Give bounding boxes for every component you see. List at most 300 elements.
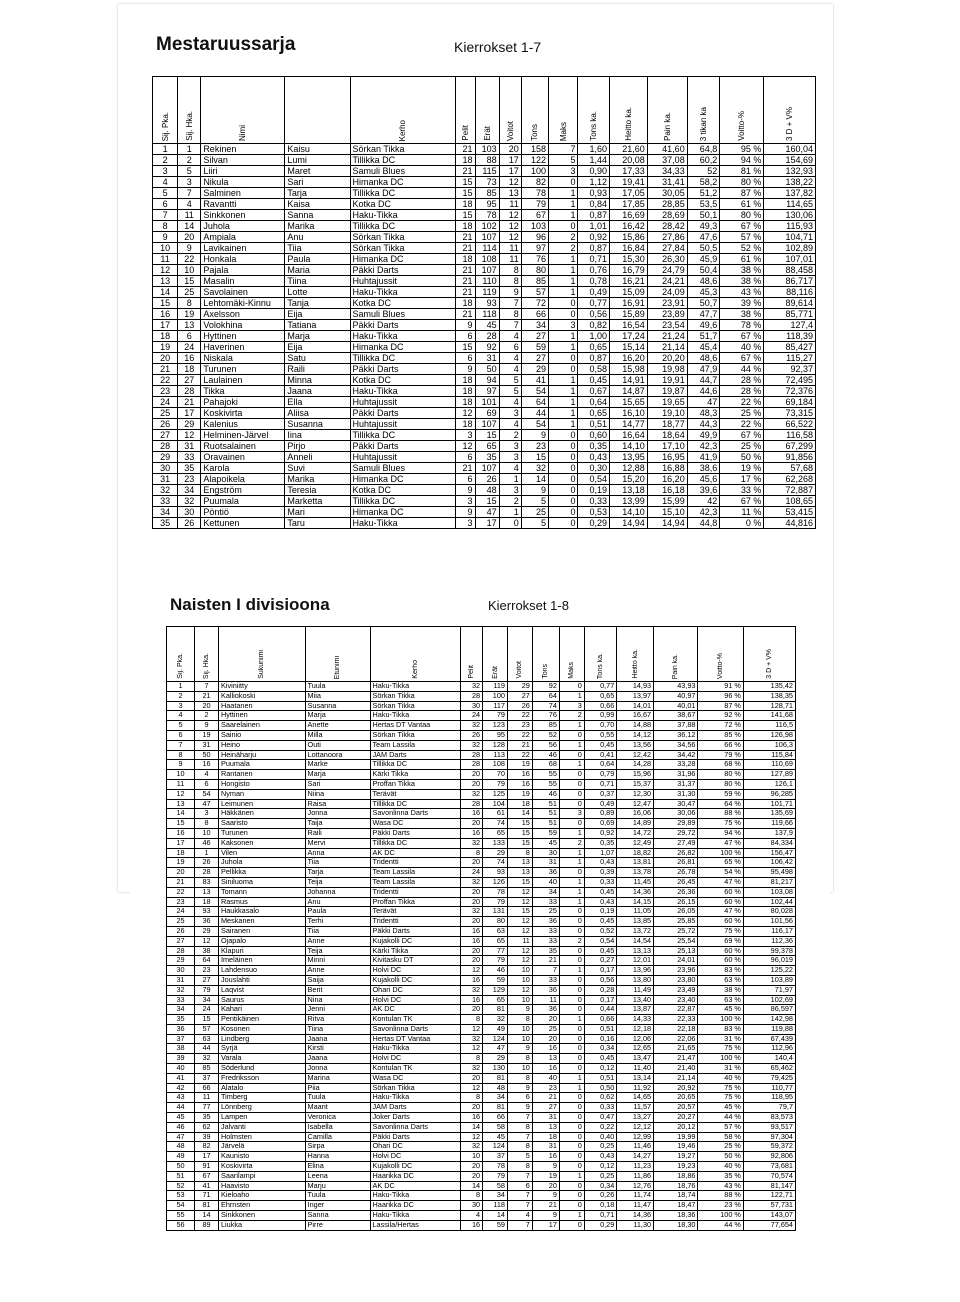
table-cell: 88 % — [698, 1191, 743, 1201]
table-cell: 25,13 — [654, 946, 698, 956]
table-cell: 16,10 — [609, 408, 647, 419]
table-cell: 25 — [153, 408, 178, 419]
table-cell: 7 — [507, 1220, 532, 1230]
table-cell: 39 — [167, 1054, 195, 1064]
table-cell: 0 — [549, 298, 578, 309]
table-cell: 26 — [195, 858, 219, 868]
table-cell: 31,37 — [654, 779, 698, 789]
table-cell: 71 — [195, 1191, 219, 1201]
table-cell: 30,05 — [647, 188, 687, 199]
table-cell: 12 — [178, 430, 201, 441]
table-cell: Tiina — [305, 1024, 370, 1034]
table-cell: 31 — [178, 441, 201, 452]
table-cell: 11 — [195, 1093, 219, 1103]
table-cell: 8 — [507, 1142, 532, 1152]
table-cell: Tillikka DC — [350, 430, 455, 441]
table-cell: 28,69 — [647, 210, 687, 221]
table-cell: 20 — [461, 946, 483, 956]
table-cell: 3 — [195, 809, 219, 819]
table-cell: 30 — [461, 1201, 483, 1211]
table-cell: Kaisa — [285, 199, 350, 210]
table-cell: 0,12 — [584, 1064, 616, 1074]
table-cell: 0 — [559, 1064, 584, 1074]
table-cell: Team Lassila — [370, 868, 461, 878]
table-cell: 0,60 — [578, 430, 610, 441]
table-cell: 59 — [532, 828, 559, 838]
table-cell: 21 — [455, 265, 475, 276]
table-cell: 35 % — [698, 1171, 743, 1181]
table-cell: Lönnberg — [218, 1103, 305, 1113]
table-cell: 0 — [559, 750, 584, 760]
table-cell: 4 — [499, 364, 521, 375]
table-cell: Miia — [305, 691, 370, 701]
table-row — [153, 408, 816, 419]
table-cell: Jonna — [305, 809, 370, 819]
table-cell: 0,67 — [578, 386, 610, 397]
table-row — [167, 711, 796, 721]
table-cell: 46 — [195, 838, 219, 848]
table-cell: 57 % — [698, 1122, 743, 1132]
table-cell: 0 — [559, 995, 584, 1005]
table-cell: 72,495 — [764, 375, 816, 386]
table-cell: 14 — [178, 221, 201, 232]
table-cell: 17 — [153, 320, 178, 331]
table-row — [167, 995, 796, 1005]
table-cell: 35 — [195, 1113, 219, 1123]
table-cell: Laqvist — [218, 985, 305, 995]
table-cell: 0 — [559, 1132, 584, 1142]
table-cell: 16,20 — [609, 353, 647, 364]
table-cell: 26,30 — [647, 254, 687, 265]
table-cell: 17 — [178, 408, 201, 419]
table-row — [153, 166, 816, 177]
table-cell: 14 — [483, 1211, 508, 1221]
table-cell: 46 — [532, 750, 559, 760]
table-row — [167, 799, 796, 809]
table-cell: 8 — [507, 1054, 532, 1064]
table-cell: 137,9 — [743, 828, 795, 838]
table-cell: 60 % — [698, 917, 743, 927]
table-cell: Kontulan TK — [370, 1064, 461, 1074]
table-cell: 122,71 — [743, 1191, 795, 1201]
table-cell: 0 — [549, 507, 578, 518]
table-cell: 92,37 — [764, 364, 816, 375]
table-cell: 14,72 — [617, 828, 654, 838]
table-cell: 0,34 — [584, 1181, 616, 1191]
table-cell: 142,98 — [743, 1015, 795, 1025]
table-cell: 32 — [461, 721, 483, 731]
table-cell: Anu — [285, 232, 350, 243]
table-cell: 40 % — [698, 1162, 743, 1172]
table-cell: Team Lassila — [370, 740, 461, 750]
table-cell: Koskivirta — [218, 1162, 305, 1172]
table-cell: Lumi — [285, 155, 350, 166]
table-cell: 79 — [483, 1171, 508, 1181]
table-cell: Puumala — [218, 760, 305, 770]
table-cell: 0,89 — [584, 809, 616, 819]
table-cell: Kivitasku DT — [370, 956, 461, 966]
table-cell: Savonlinna Darts — [370, 809, 461, 819]
table-row — [153, 397, 816, 408]
table-cell: 7 — [499, 298, 521, 309]
table-cell: 13,80 — [617, 975, 654, 985]
table-cell: 1 — [559, 858, 584, 868]
table-cell: 14,77 — [609, 419, 647, 430]
table-cell: 0 — [549, 496, 578, 507]
table-cell: 75 % — [698, 1044, 743, 1054]
table-cell: 15,99 — [647, 496, 687, 507]
table-cell: 68 — [532, 760, 559, 770]
table-cell: 102,89 — [764, 243, 816, 254]
table-cell: 0,12 — [584, 1162, 616, 1172]
table-cell: 126,98 — [743, 730, 795, 740]
table-cell: 0,82 — [578, 320, 610, 331]
table-cell: 11 — [499, 254, 521, 265]
table-cell: 18 — [455, 298, 475, 309]
table-row — [167, 1201, 796, 1211]
table-cell: 15,96 — [617, 770, 654, 780]
column-header — [178, 77, 201, 144]
table-cell: 160,04 — [764, 144, 816, 155]
table-cell: 2 — [178, 155, 201, 166]
table-row — [167, 1054, 796, 1064]
table-cell: 16,54 — [609, 320, 647, 331]
table-cell: 102,69 — [743, 995, 795, 1005]
table-cell: 12 — [455, 441, 475, 452]
table-cell: 24 — [178, 342, 201, 353]
table-cell: 87 % — [698, 701, 743, 711]
table-cell: 36 — [532, 1005, 559, 1015]
table-cell: Tridentti — [370, 887, 461, 897]
table-cell: 11 — [499, 199, 521, 210]
table-cell: Saarilampi — [218, 1171, 305, 1181]
table-cell: 43,93 — [654, 682, 698, 692]
table-cell: Terhi — [305, 917, 370, 927]
table-cell: Tomann — [218, 887, 305, 897]
table-cell: 13 — [532, 1122, 559, 1132]
table-cell: 25 — [167, 917, 195, 927]
table-cell: Leena — [305, 1171, 370, 1181]
table-cell: 130,06 — [764, 210, 816, 221]
table-cell: Inger — [305, 1201, 370, 1211]
table-cell: Kärki Tikka — [370, 946, 461, 956]
table-cell: 0,41 — [584, 750, 616, 760]
table-cell: 47 % — [698, 907, 743, 917]
table-cell: 19 — [153, 342, 178, 353]
table-cell: 72 % — [698, 721, 743, 731]
column-header — [720, 77, 764, 144]
table-cell: 116,5 — [743, 721, 795, 731]
table-cell: 31 — [532, 858, 559, 868]
table-cell: 35 — [167, 1015, 195, 1025]
table-cell: Meskanen — [218, 917, 305, 927]
table-cell: 18 — [455, 397, 475, 408]
table-cell: 81 % — [720, 166, 764, 177]
table-cell: 19,65 — [647, 397, 687, 408]
table-cell: 85 — [532, 721, 559, 731]
table-cell: 118,95 — [743, 1093, 795, 1103]
table-row — [167, 1142, 796, 1152]
table-cell: 13,97 — [617, 691, 654, 701]
table-cell: 135,69 — [743, 809, 795, 819]
table-cell: Häkkänen — [218, 809, 305, 819]
table-cell: 26,36 — [654, 887, 698, 897]
table-cell: 14,89 — [617, 819, 654, 829]
table-cell: 11 — [499, 243, 521, 254]
table-cell: Kotka DC — [350, 485, 455, 496]
table-row — [153, 331, 816, 342]
table-cell: 0,99 — [584, 711, 616, 721]
table-cell: 13,56 — [617, 740, 654, 750]
table-row — [167, 956, 796, 966]
table-cell: 0 — [559, 770, 584, 780]
table-cell: 47 — [687, 397, 720, 408]
table-cell: 0,30 — [578, 463, 610, 474]
table-cell: 15,20 — [609, 474, 647, 485]
table-cell: 18 — [455, 375, 475, 386]
table-cell: Haku-Tikka — [370, 1191, 461, 1201]
table-cell: 28 — [461, 750, 483, 760]
table-cell: 12,76 — [617, 1181, 654, 1191]
table-cell: Klapuri — [218, 946, 305, 956]
table-cell: 17 — [195, 1152, 219, 1162]
table-cell: 26 — [507, 701, 532, 711]
table-cell: 61 — [483, 809, 508, 819]
table-cell: 16,84 — [609, 243, 647, 254]
standings-table — [166, 626, 796, 1231]
table-cell: Niina — [305, 789, 370, 799]
table-cell: 13 — [195, 887, 219, 897]
table-cell: Haukkasalo — [218, 907, 305, 917]
table-cell: Sanna — [285, 210, 350, 221]
table-cell: 60 % — [698, 956, 743, 966]
table-cell: 16 — [461, 1113, 483, 1123]
table-cell: 0,53 — [578, 507, 610, 518]
table-cell: 0,51 — [584, 1024, 616, 1034]
table-cell: Rekinen — [201, 144, 285, 155]
table-cell: 16 — [167, 828, 195, 838]
table-cell: 0,27 — [584, 956, 616, 966]
table-cell: 1 — [559, 721, 584, 731]
table-cell: 19,41 — [609, 177, 647, 188]
table-cell: Haatanen — [218, 701, 305, 711]
table-cell: 3 — [499, 408, 521, 419]
table-cell: Joker Darts — [370, 1113, 461, 1123]
table-cell: Taru — [285, 518, 350, 529]
table-cell: 44,8 — [687, 518, 720, 529]
table-cell: 11,45 — [617, 877, 654, 887]
table-cell: Siniluoma — [218, 877, 305, 887]
table-cell: 34 — [483, 1093, 508, 1103]
table-cell: 53 — [167, 1191, 195, 1201]
table-cell: Taija — [305, 819, 370, 829]
table-cell: 8 — [507, 848, 532, 858]
table-cell: 93 — [195, 907, 219, 917]
table-cell: Tuula — [305, 1191, 370, 1201]
table-cell: 100 % — [698, 1015, 743, 1025]
column-header-label: Voitot — [516, 661, 524, 679]
table-cell: 24 — [167, 907, 195, 917]
table-cell: 103,89 — [743, 975, 795, 985]
table-cell: Milla — [305, 730, 370, 740]
table-cell: Lampen — [218, 1113, 305, 1123]
table-cell: 0 — [559, 946, 584, 956]
table-cell: 20,57 — [654, 1103, 698, 1113]
table-cell: 48,6 — [687, 276, 720, 287]
table-cell: 67 % — [720, 331, 764, 342]
table-cell: 16 — [532, 1064, 559, 1074]
table-cell: 52 — [687, 166, 720, 177]
table-cell: 110,77 — [743, 1083, 795, 1093]
table-cell: 65,462 — [743, 1064, 795, 1074]
table-cell: Heino — [218, 740, 305, 750]
table-cell: 22,06 — [654, 1034, 698, 1044]
table-cell: 9 — [455, 364, 475, 375]
table-cell: 20,12 — [654, 1122, 698, 1132]
table-cell: Kaunisto — [218, 1152, 305, 1162]
table-row — [153, 485, 816, 496]
table-cell: 67 — [521, 210, 548, 221]
table-cell: 14,27 — [617, 1152, 654, 1162]
table-cell: 4 — [499, 397, 521, 408]
table-cell: 0,90 — [578, 166, 610, 177]
table-row — [167, 868, 796, 878]
table-cell: 13,95 — [609, 452, 647, 463]
table-cell: Kotka DC — [350, 199, 455, 210]
table-cell: Raili — [305, 828, 370, 838]
table-cell: 17,33 — [609, 166, 647, 177]
table-cell: Piia — [305, 1083, 370, 1093]
column-header — [455, 77, 475, 144]
table-cell: Nikula — [201, 177, 285, 188]
table-cell: Ohari DC — [370, 1142, 461, 1152]
table-cell: 17 — [499, 166, 521, 177]
table-cell: 91,856 — [764, 452, 816, 463]
table-cell: Tuula — [305, 1093, 370, 1103]
table-cell: Savonlinna Darts — [370, 1122, 461, 1132]
table-cell: Suvi — [285, 463, 350, 474]
table-cell: 1 — [549, 199, 578, 210]
table-cell: 28 — [461, 760, 483, 770]
table-cell: 40 — [167, 1064, 195, 1074]
table-cell: 16,88 — [647, 463, 687, 474]
table-cell: 12,49 — [617, 838, 654, 848]
table-row — [153, 518, 816, 529]
table-cell: Maarit — [305, 1103, 370, 1113]
table-cell: 29 — [178, 419, 201, 430]
table-cell: Ojapalo — [218, 936, 305, 946]
table-cell: Sörkan Tikka — [350, 232, 455, 243]
table-cell: 4 — [178, 199, 201, 210]
table-cell: 1,01 — [578, 221, 610, 232]
table-cell: Wasa DC — [370, 819, 461, 829]
table-cell: 97 — [521, 243, 548, 254]
column-header-label: Maks — [568, 662, 576, 679]
table-cell: Pentikäinen — [218, 1015, 305, 1025]
table-cell: Silvan — [201, 155, 285, 166]
table-cell: 1,12 — [578, 177, 610, 188]
table-cell: Himanka DC — [350, 254, 455, 265]
table-cell: Holmsten — [218, 1132, 305, 1142]
column-header — [218, 627, 305, 682]
table-cell: 14,33 — [617, 1015, 654, 1025]
table-cell: 29,89 — [654, 819, 698, 829]
table-cell: 1 — [178, 144, 201, 155]
table-cell: 18,36 — [654, 1211, 698, 1221]
table-cell: 0,55 — [584, 730, 616, 740]
table-row — [153, 210, 816, 221]
column-header-label: Tons ka. — [589, 111, 599, 141]
table-cell: 6 — [153, 199, 178, 210]
table-cell: 23,80 — [654, 975, 698, 985]
column-header — [698, 627, 743, 682]
table-cell: 13,40 — [617, 995, 654, 1005]
table-cell: Heinäharju — [218, 750, 305, 760]
column-header-label: Tons ka. — [597, 652, 605, 679]
table-cell: 7 — [178, 188, 201, 199]
table-cell: Raili — [285, 364, 350, 375]
table-cell: 29 — [167, 956, 195, 966]
table-cell: 9 — [521, 485, 548, 496]
table-cell: 10 — [167, 770, 195, 780]
table-cell: 31 — [167, 975, 195, 985]
table-cell: 0 — [559, 907, 584, 917]
table-cell: 0 — [559, 1201, 584, 1211]
table-cell: 0,45 — [584, 946, 616, 956]
table-cell: 124 — [483, 1034, 508, 1044]
table-cell: 0,28 — [584, 985, 616, 995]
table-cell: 17 — [167, 838, 195, 848]
column-header — [559, 627, 584, 682]
table-cell: 12 — [499, 177, 521, 188]
table-cell: 8 — [461, 1054, 483, 1064]
table-cell: 1 — [559, 887, 584, 897]
table-cell: 26 — [178, 518, 201, 529]
table-cell: 18 — [455, 419, 475, 430]
table-cell: Imeläinen — [218, 956, 305, 966]
table-row — [153, 342, 816, 353]
table-cell: 85 — [521, 276, 548, 287]
table-cell: 14 — [507, 809, 532, 819]
table-cell: 16 — [507, 779, 532, 789]
table-cell: 20 — [153, 353, 178, 364]
table-cell: 16,06 — [617, 809, 654, 819]
table-cell: 14,88 — [617, 721, 654, 731]
table-cell: Hongisto — [218, 779, 305, 789]
table-cell: 32 — [483, 1015, 508, 1025]
table-cell: 15,89 — [609, 309, 647, 320]
table-cell: 12 — [461, 966, 483, 976]
table-cell: Himanka DC — [350, 474, 455, 485]
table-cell: 25,85 — [654, 917, 698, 927]
table-cell: 127,4 — [764, 320, 816, 331]
table-cell: 96 — [521, 232, 548, 243]
table-cell: Iina — [285, 430, 350, 441]
table-cell: Aliisa — [285, 408, 350, 419]
table-cell: 0,51 — [578, 419, 610, 430]
table-cell: 0 — [559, 1034, 584, 1044]
table-cell: 21,40 — [654, 1064, 698, 1074]
table-cell: 125 — [483, 789, 508, 799]
table-cell: 7 — [195, 682, 219, 692]
table-cell: 16 — [178, 353, 201, 364]
table-cell: Proffan Tikka — [370, 897, 461, 907]
table-row — [167, 1122, 796, 1132]
table-cell: 102 — [475, 221, 499, 232]
table-cell: 23,40 — [654, 995, 698, 1005]
table-cell: 0,33 — [584, 1103, 616, 1113]
table-cell: Saurus — [218, 995, 305, 1005]
